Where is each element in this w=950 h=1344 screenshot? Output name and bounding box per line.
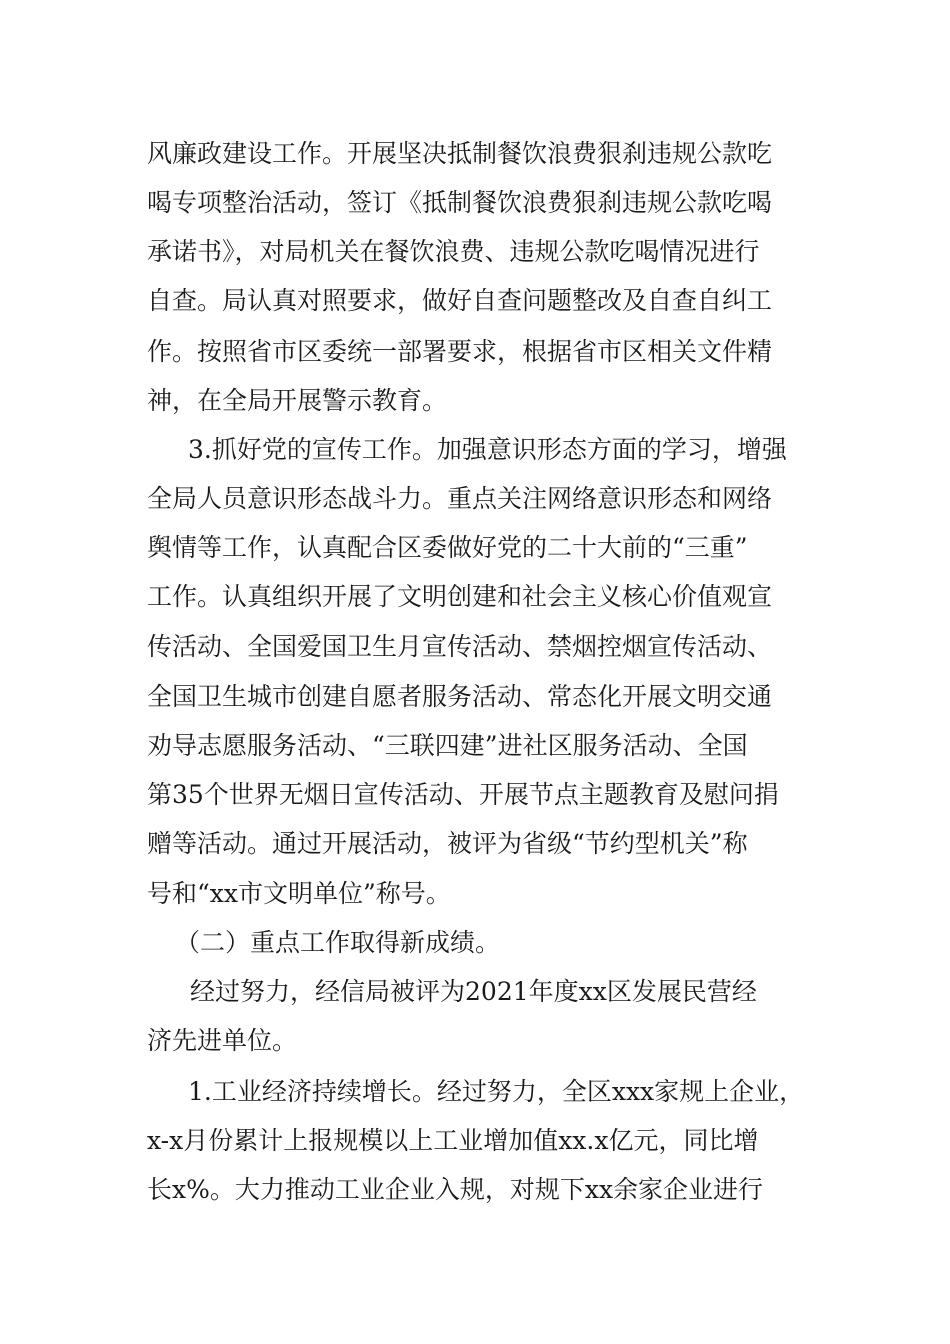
- body-text-line: x-x月份累计上报规模以上工业增加值xx.x亿元，同比增: [147, 1126, 759, 1155]
- body-text-line: 风廉政建设工作。开展坚决抵制餐饮浪费狠刹违规公款吃: [147, 139, 773, 168]
- body-text-line: 经过努力，经信局被评为2021年度xx区发展民营经: [190, 977, 757, 1006]
- body-text-line: 工作。认真组织开展了文明创建和社会主义核心价值观宣: [147, 582, 773, 611]
- body-text-line: 作。按照省市区委统一部署要求，根据省市区相关文件精: [147, 337, 773, 366]
- body-text-line: 长x%。大力推动工业企业入规，对规下xx余家企业进行: [147, 1175, 764, 1204]
- body-text-line: 劝导志愿服务活动、“三联四建”进社区服务活动、全国: [147, 731, 748, 760]
- body-text-line: 神，在全局开展警示教育。: [147, 386, 448, 415]
- section-heading-line: 1.工业经济持续增长。经过努力，全区xxx家规上企业，: [188, 1077, 805, 1106]
- body-text-line: 舆情等工作，认真配合区委做好党的二十大前的“三重”: [147, 533, 748, 562]
- body-text-line: 赠等活动。通过开展活动，被评为省级“节约型机关”称: [147, 829, 748, 858]
- body-text-line: 自查。局认真对照要求，做好自查问题整改及自查自纠工: [147, 286, 773, 315]
- body-text-line: 号和“xx市文明单位”称号。: [147, 879, 451, 908]
- body-text-line: 济先进单位。: [147, 1026, 298, 1055]
- body-text-line: 全国卫生城市创建自愿者服务活动、常态化开展文明交通: [147, 682, 773, 711]
- body-text-line: 承诺书》，对局机关在餐饮浪费、违规公款吃喝情况进行: [147, 237, 760, 266]
- body-text-line: 全局人员意识形态战斗力。重点关注网络意识形态和网络: [147, 484, 773, 513]
- body-text-line: 喝专项整治活动，签订《抵制餐饮浪费狠刹违规公款吃喝: [147, 188, 773, 217]
- section-heading-line: 3.抓好党的宣传工作。加强意识形态方面的学习，增强: [188, 435, 787, 464]
- body-text-line: 传活动、全国爱国卫生月宣传活动、禁烟控烟宣传活动、: [147, 632, 773, 661]
- section-heading-line: （二）重点工作取得新成绩。: [175, 928, 501, 957]
- body-text-line: 第35个世界无烟日宣传活动、开展节点主题教育及慰问捐: [147, 780, 779, 809]
